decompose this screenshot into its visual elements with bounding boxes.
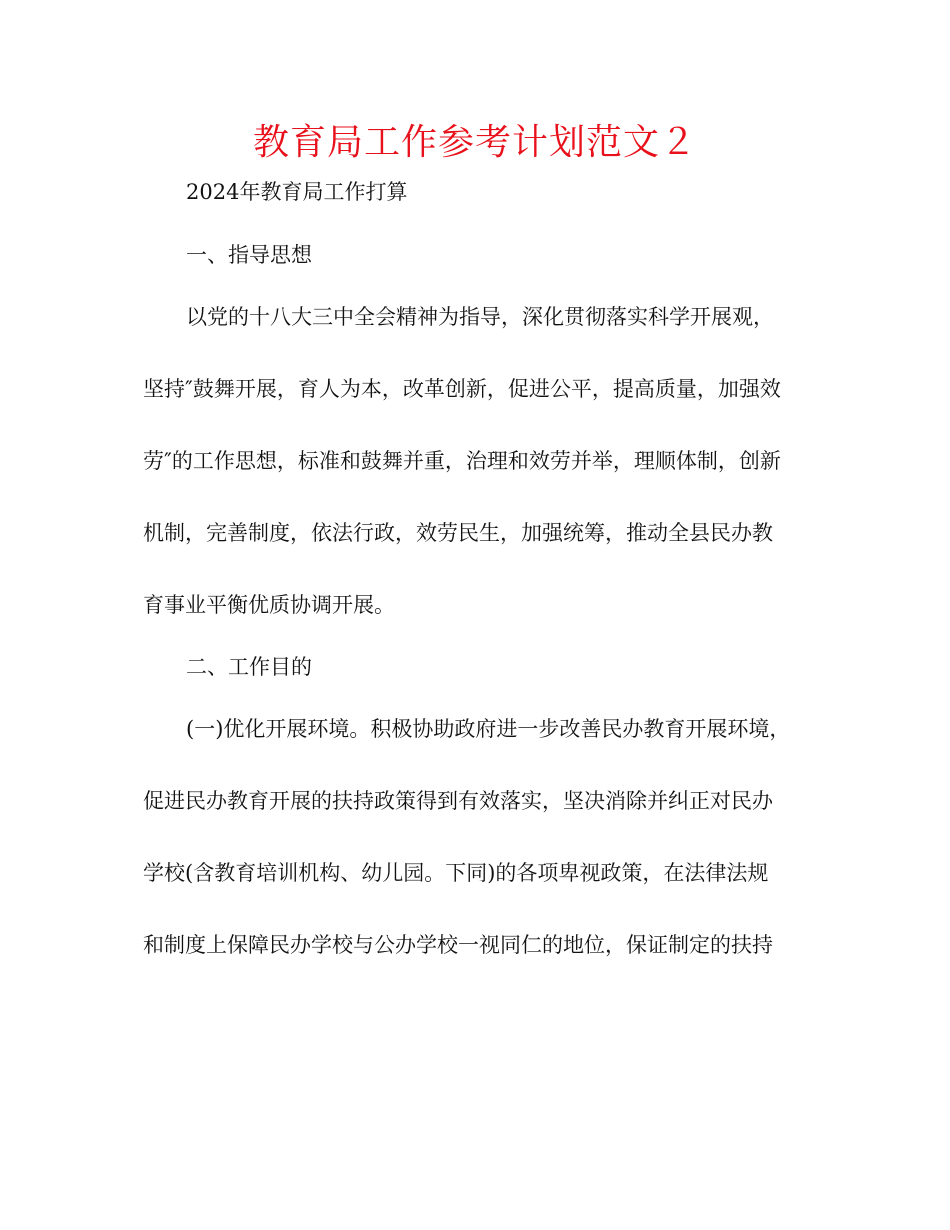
paragraph-line: (一)优化开展环境。积极协助政府进一步改善民办教育开展环境， xyxy=(186,717,791,741)
paragraph-line: 学校(含教育培训机构、幼儿园。下同)的各项卑视政策，在法律法规 xyxy=(143,861,769,885)
paragraph-line: 育事业平衡优质协调开展。 xyxy=(143,593,395,617)
section-heading-work-goals: 二、工作目的 xyxy=(186,655,312,679)
paragraph-line: 促进民办教育开展的扶持政策得到有效落实，坚决消除并纠正对民办 xyxy=(143,789,773,813)
paragraph-line: 和制度上保障民办学校与公办学校一视同仁的地位，保证制定的扶持 xyxy=(143,933,773,957)
paragraph-line: 以党的十八大三中全会精神为指导，深化贯彻落实科学开展观， xyxy=(186,305,774,329)
section-heading-guiding-ideology: 一、指导思想 xyxy=(186,243,312,267)
document-title: 教育局工作参考计划范文２ xyxy=(252,122,697,163)
paragraph-line: 劳″的工作思想，标准和鼓舞并重，治理和效劳并举，理顺体制，创新 xyxy=(143,449,781,473)
paragraph-line: 机制，完善制度，依法行政，效劳民生，加强统筹，推动全县民办教 xyxy=(143,521,773,545)
document-subtitle: 2024年教育局工作打算 xyxy=(186,180,408,204)
paragraph-line: 坚持″鼓舞开展，育人为本，改革创新，促进公平，提高质量，加强效 xyxy=(143,377,781,401)
